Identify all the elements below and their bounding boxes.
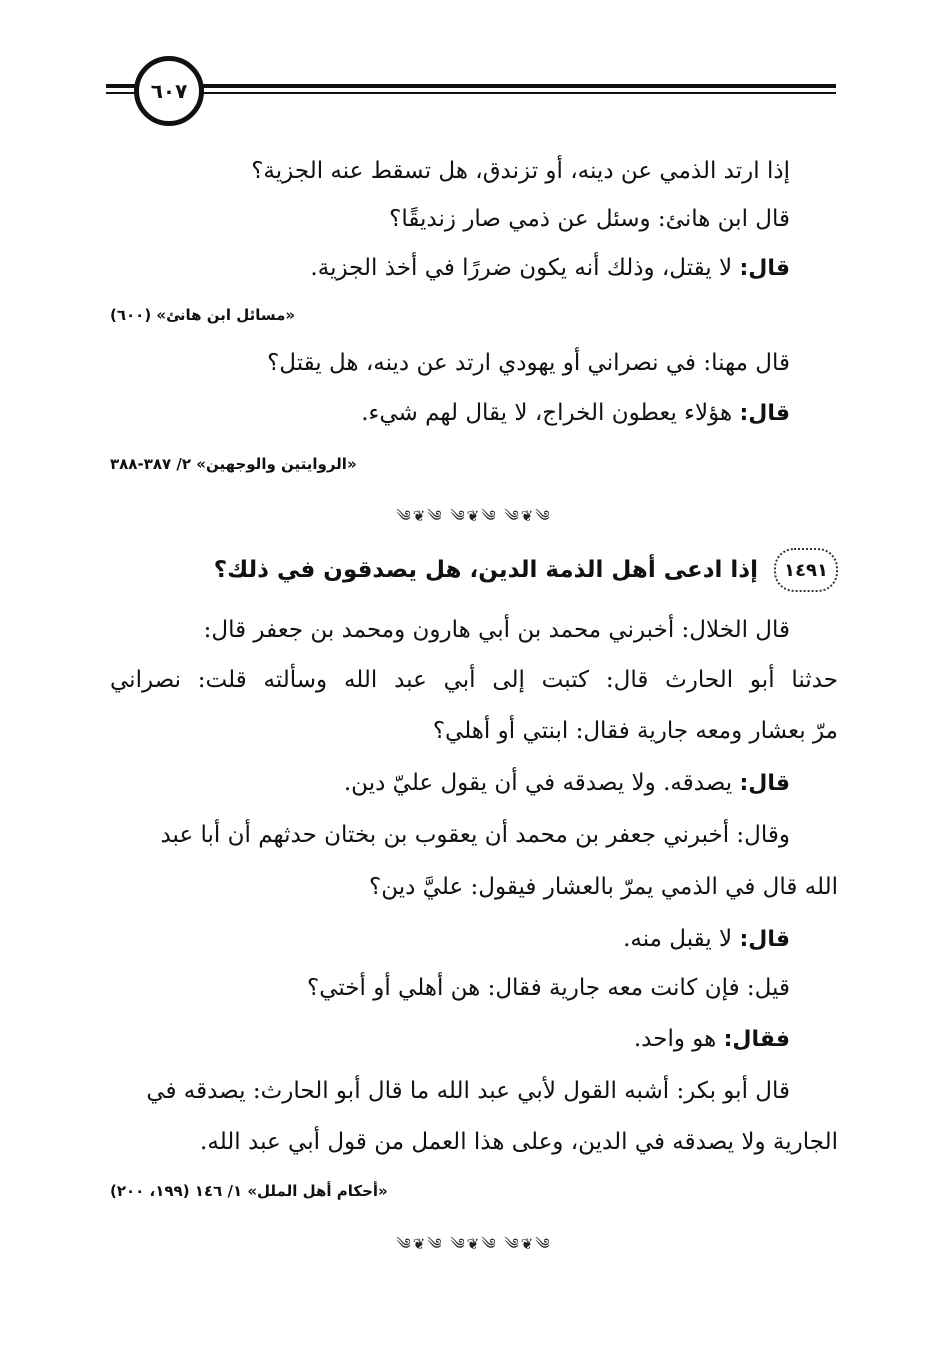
- text-line: الجارية ولا يصدقه في الدين، وعلى هذا العمل من قول أبي عبد الله.: [200, 1129, 838, 1155]
- text-line: قال الخلال: أخبرني محمد بن أبي هارون ومحمد بن جعفر قال:: [203, 617, 790, 643]
- section-title: إذا ادعى أهل الذمة الدين، هل يصدقون في ذلك؟: [213, 557, 758, 583]
- text-line: قال: يصدقه. ولا يصدقه في أن يقول عليّ دين.: [343, 770, 790, 796]
- source-citation: «مسائل ابن هانئ» (٦٠٠): [110, 306, 296, 324]
- text-line: وقال: أخبرني جعفر بن محمد أن يعقوب بن بختان حدثهم أن أبا عبد: [160, 822, 790, 848]
- text-line: قال أبو بكر: أشبه القول لأبي عبد الله ما قال أبو الحارث: يصدقه في: [146, 1078, 790, 1104]
- section-divider-ornament: ༄❦༄ ༄❦༄ ༄❦༄: [396, 507, 552, 525]
- page-header: [106, 62, 836, 134]
- text-line: فقال: هو واحد.: [633, 1026, 790, 1052]
- text-line: قال: هؤلاء يعطون الخراج، لا يقال لهم شيء.: [361, 400, 790, 426]
- page-number: ٦٠٧: [134, 56, 204, 126]
- source-citation: «الروايتين والوجهين» ٢/ ٣٨٧-٣٨٨: [110, 455, 357, 473]
- text-line: إذا ارتد الذمي عن دينه، أو تزندق، هل تسقط عنه الجزية؟: [251, 158, 790, 184]
- section-heading: [214, 548, 838, 592]
- text-line: قيل: فإن كانت معه جارية فقال: هن أهلي أو أختي؟: [306, 975, 790, 1001]
- source-citation: «أحكام أهل الملل» ١/ ١٤٦ (١٩٩، ٢٠٠): [110, 1182, 388, 1200]
- header-rule-thin: [106, 92, 836, 94]
- section-divider-ornament: ༄❦༄ ༄❦༄ ༄❦༄: [396, 1235, 552, 1253]
- text-line: مرّ بعشار ومعه جارية فقال: ابنتي أو أهلي؟: [432, 718, 838, 744]
- question-number-badge: ١٤٩١: [774, 548, 838, 592]
- text-line: الله قال في الذمي يمرّ بالعشار فيقول: عليَّ دين؟: [369, 874, 838, 900]
- text-line: قال مهنا: في نصراني أو يهودي ارتد عن دينه، هل يقتل؟: [267, 350, 790, 376]
- header-rule-thick: [106, 84, 836, 88]
- text-line: قال ابن هانئ: وسئل عن ذمي صار زنديقًا؟: [389, 206, 790, 232]
- text-line: قال: لا يقتل، وذلك أنه يكون ضررًا في أخذ الجزية.: [310, 255, 790, 281]
- text-line: حدثنا أبو الحارث قال: كتبت إلى أبي عبد الله وسألته قلت: نصراني: [110, 667, 838, 693]
- text-line: قال: لا يقبل منه.: [623, 926, 790, 952]
